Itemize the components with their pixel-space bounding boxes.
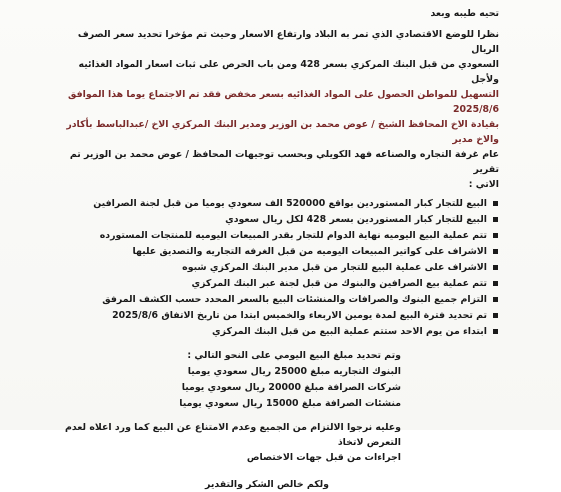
list-item-text: تتم عملية البيع اليوميه نهاية الدوام للتجار بقدر المبيعات اليوميه للمنتجات المستورده [99,230,487,241]
intro-line: التسهيل للمواطن الحصول على المواد الغذائيه بسعر مخفض فقد تم الاجتماع يوما هذا الموافق 2025/8/6 [68,89,499,115]
intro-line: الاتي : [468,179,499,190]
list-item [50,292,499,308]
list-item [50,276,499,292]
list-item-text: الاشراف على كواتير المبيعات اليوميه من قبل الغرفه التجاريه والتصديق عليها [132,246,487,257]
list-item [50,324,499,340]
list-item [50,260,499,276]
list-item-text: تتم عملية بيع الصرافين والبنوك من قبل لجنة عبر البنك المركزي [191,278,487,289]
intro-line: السعودي من قبل البنك المركزي بسعر 428 ومن باب الحرص على ثبات اسعار المواد الغذائيه ولأجل [78,59,499,85]
list-item-text: تم تحديد فترة البيع لمدة يومين الاربعاء والخميس ابتدا من تاريخ الاتفاق 2025/8/6 [112,310,487,321]
commitment-paragraph [50,420,499,465]
closing-text: ولكم خالص الشكر والتقدير [205,479,329,490]
list-item-text: ابتداء من يوم الاحد ستتم عملية البيع من قبل البنك المركزي [212,326,487,337]
intro-line: عام غرفة التجاره والصناعه فهد الكويلي وبحسب توجيهات المحافظ / عوض محمد بن الوزير تم تقرير [69,149,499,175]
commitment-line: وعليه نرجوا الالتزام من الجميع وعدم الامتناع عن البيع كما ورد اعلاه لعدم التعرض لاتخاذ [64,422,401,448]
decisions-list [50,196,499,340]
list-item-text: البيع للتجار كبار المستوردين بواقع 520000 الف سعودي يوميا من قبل لجنة الصرافين [93,198,487,209]
greeting: تحيه طيبه وبعد [430,8,499,19]
list-item-text: البيع للتجار كبار المستوردين بسعر 428 لكل ريال سعودي [225,214,487,225]
daily-amount-line: شركات الصرافة مبلغ 20000 ريال سعودي يوميا [181,382,401,393]
daily-amounts [50,348,499,412]
intro-paragraph [50,27,499,192]
list-item-text: الاشراف على عملية البيع للتجار من قبل مدير البنك المركزي شبوه [182,262,487,273]
intro-line: نظرا للوضع الاقتصادي الذي تمر به البلاد وارتفاع الاسعار وحيث تم مؤخرا تحديد سعر الصرف الريال [77,29,499,55]
list-item [50,308,499,324]
daily-amounts-heading: وتم تحديد مبلغ البيع اليومي على النحو التالي : [187,350,401,361]
intro-line: بقيادة الاخ المحافظ الشيخ / عوض محمد بن الوزير ومدير البنك المركزي الاخ /عبدالباسط بأكادر والاخ مدير [66,119,499,145]
list-item [50,196,499,212]
list-item [50,212,499,228]
daily-amount-line: البنوك التجاريه مبلغ 25000 ريال سعودي يوميا [187,366,401,377]
closing [50,477,499,492]
daily-amount-line: منشئات الصرافة مبلغ 15000 ريال سعودي يوميا [179,398,401,409]
letter-body [50,6,499,492]
list-item [50,244,499,260]
list-item [50,228,499,244]
commitment-line: اجراءات من قبل جهات الاختصاص [246,452,401,463]
list-item-text: التزام جميع البنوك والصرافات والمنشئات البيع بالسعر المحدد حسب الكشف المرفق [102,294,487,305]
